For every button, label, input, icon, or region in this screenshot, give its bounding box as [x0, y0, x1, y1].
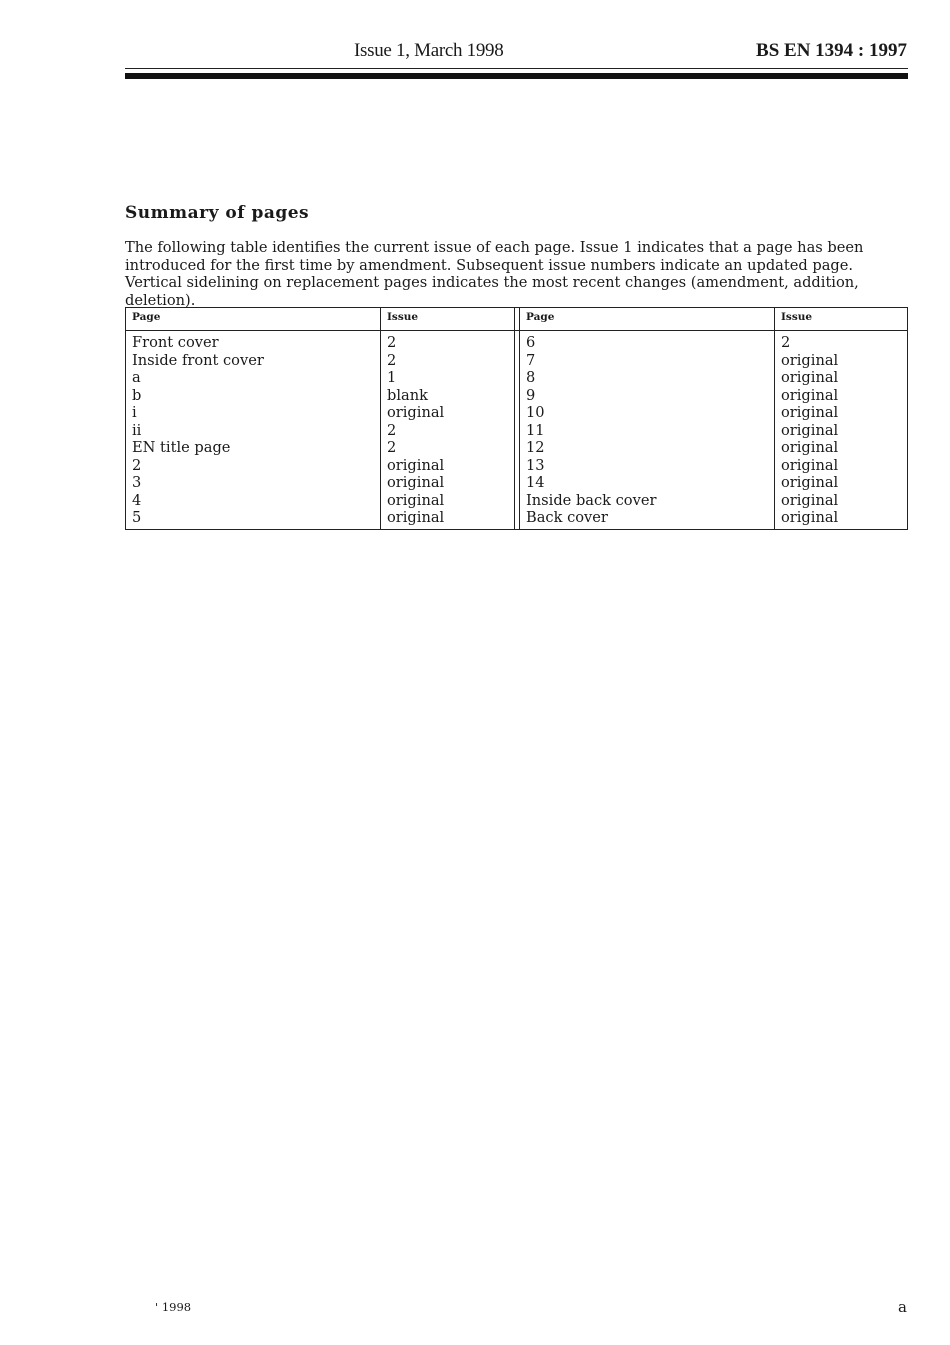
table-cell-issue: original [387, 509, 445, 527]
table-cell-issue: original [781, 509, 839, 527]
column-header-issue: Issue [387, 311, 419, 323]
intro-paragraph: The following table identifies the current issue of each page. Issue 1 indicates that a page has been introduced for the first time by amendment. Subsequent issue numbers indicate an updated page. Vertical sidelining on replacement pages indicates the most recent changes (amendment, addition, deletion). [125, 239, 864, 309]
table-cell-page: 13 [526, 456, 545, 474]
table-cell-page: 10 [526, 404, 545, 422]
table-cell-page: 5 [132, 509, 142, 527]
table-cell-issue: original [387, 404, 445, 422]
table-cell-issue: original [781, 404, 839, 422]
table-cell-issue: 2 [387, 334, 397, 351]
table-cell-issue: original [781, 439, 839, 457]
right-page-cells [526, 334, 772, 527]
summary-of-pages-table [125, 307, 908, 530]
table-cell-issue: original [387, 456, 445, 474]
table-cell-issue: original [781, 491, 839, 509]
table-cell-page: Inside back cover [526, 491, 657, 509]
table-cell-issue: 2 [387, 439, 397, 457]
table-cell-page: 4 [132, 491, 142, 509]
section-title: Summary of pages [125, 203, 310, 223]
table-cell-page: Front cover [132, 334, 219, 351]
table-cell-issue: original [781, 421, 839, 439]
footer-copyright: ' 1998 [155, 1300, 192, 1314]
right-page-column [519, 308, 775, 529]
table-cell-page: Inside front cover [132, 351, 264, 369]
table-cell-page: 11 [526, 421, 545, 439]
table-cell-issue: original [781, 369, 839, 387]
table-cell-page: 7 [526, 351, 536, 369]
table-cell-page: b [132, 386, 142, 404]
table-cell-page: a [132, 369, 141, 387]
right-issue-column [775, 308, 907, 529]
left-page-cells [132, 334, 378, 527]
table-cell-page: 6 [526, 334, 536, 351]
table-cell-page: 8 [526, 369, 536, 387]
column-header-page: Page [132, 311, 161, 323]
header-standard-number: BS EN 1394 : 1997 [756, 40, 907, 61]
table-cell-page: Back cover [526, 509, 608, 527]
table-cell-page: EN title page [132, 439, 231, 457]
column-header-page: Page [526, 311, 555, 323]
table-cell-page: 14 [526, 474, 545, 492]
table-cell-issue: 2 [387, 351, 397, 369]
table-cell-issue: blank [387, 386, 428, 404]
left-page-column [126, 308, 381, 529]
footer-page-number: a [898, 1298, 907, 1316]
table-cell-page: 12 [526, 439, 545, 457]
table-cell-issue: 2 [387, 421, 397, 439]
left-issue-cells [387, 334, 512, 527]
table-cell-issue: original [387, 474, 445, 492]
table-cell-issue: original [781, 456, 839, 474]
table-cell-issue: original [387, 491, 445, 509]
table-cell-page: 3 [132, 474, 142, 492]
table-cell-page: 9 [526, 386, 536, 404]
table-cell-issue: original [781, 474, 839, 492]
table-cell-issue: 1 [387, 369, 397, 387]
column-header-issue: Issue [781, 311, 813, 323]
header-issue: Issue 1, March 1998 [354, 40, 504, 61]
left-issue-column [381, 308, 515, 529]
table-cell-page: i [132, 404, 137, 422]
table-cell-issue: 2 [781, 334, 791, 351]
header-rule-thick [125, 73, 908, 79]
table-cell-issue: original [781, 386, 839, 404]
right-issue-cells [781, 334, 905, 527]
table-cell-page: ii [132, 421, 142, 439]
table-cell-issue: original [781, 351, 839, 369]
header-rule-thin [125, 68, 908, 69]
table-cell-page: 2 [132, 456, 142, 474]
